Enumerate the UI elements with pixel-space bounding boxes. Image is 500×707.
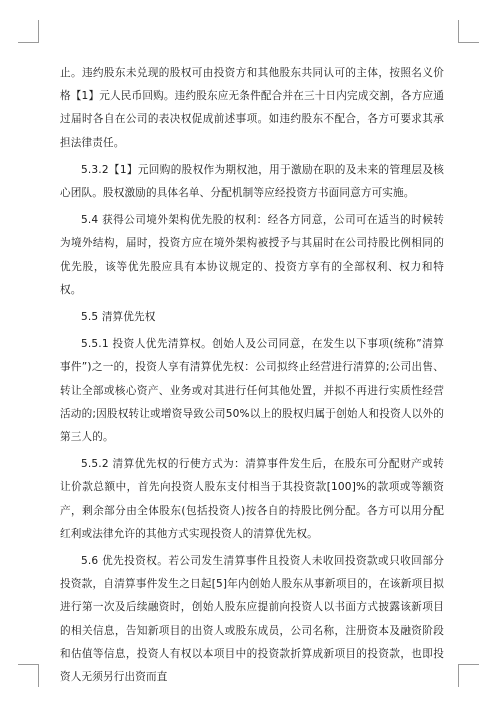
crop-mark-top-left: [18, 20, 39, 43]
paragraph-5-4: 5.4 获得公司境外架构优先股的权利：经各方同意，公司可在适当的时候转为境外结构，届时，投资方应在境外架构被授予与其届时在公司持股比例相同的优先股，该等优先股应具有本协议规定的、投资方享有的全部权利、权力和特权。: [60, 214, 444, 296]
paragraph-5-3-2: 5.3.2【1】元回购的股权作为期权池，用于激励在职的及未来的管理层及核心团队。股权激励的具体名单、分配机制等应经投资方书面同意方可实施。: [60, 163, 444, 200]
document-body: [60, 62, 444, 693]
paragraph-5-6: 5.6 优先投资权。若公司发生清算事件且投资人未收回投资款或只收回部分投资款，自清算事件发生之日起[5]年内创始人股东从事新项目的，在该新项目拟进行第一次及后续融资时，创始人股东应提前向投资人以书面方式披露该新项目的相关信息，告知新项目的出资人或股东成员，公司名称，注册资本及融资阶段和估值等信息，投资人有权以本项目中的投资款折算成新项目的投资款，也即投资人无须另行出资而直: [60, 555, 444, 684]
paragraph-5-5-1: 5.5.1 投资人优先清算权。创始人及公司同意，在发生以下事项(统称”清算事件”)之一的，投资人享有清算优先权：公司拟终止经营进行清算的;公司出售、转让全部或核心资产、业务或对其进行任何其他处置，并拟不再进行实质性经营活动的;因股权转让或增资导致公司50%以上的股权归属于创始人和投资人以外的第三人的。: [60, 338, 444, 444]
crop-mark-top-right: [458, 20, 479, 43]
section-heading-5-5: 5.5 清算优先权: [81, 311, 156, 324]
crop-mark-bottom-left: [18, 664, 39, 687]
paragraph-continuation: 止。违约股东未兑现的股权可由投资方和其他股东共同认可的主体，按照名义价格【1】元人民币回购。违约股东应无条件配合并在三十日内完成交割，各方应通过届时各自在公司的表决权促成前述事项。如违约股东不配合，各方可要求其承担法律责任。: [60, 67, 444, 149]
paragraph-5-5-2: 5.5.2 清算优先权的行使方式为：清算事件发生后，在股东可分配财产或转让价款总额中，首先向投资人股东支付相当于其投资款[100]%的款项或等额资产，剩余部分由全体股东(包括投资人)按各自的持股比例分配。各方可以用分配红利或法律允许的其他方式实现投资人的清算优先权。: [60, 458, 444, 540]
crop-mark-bottom-right: [458, 664, 479, 687]
